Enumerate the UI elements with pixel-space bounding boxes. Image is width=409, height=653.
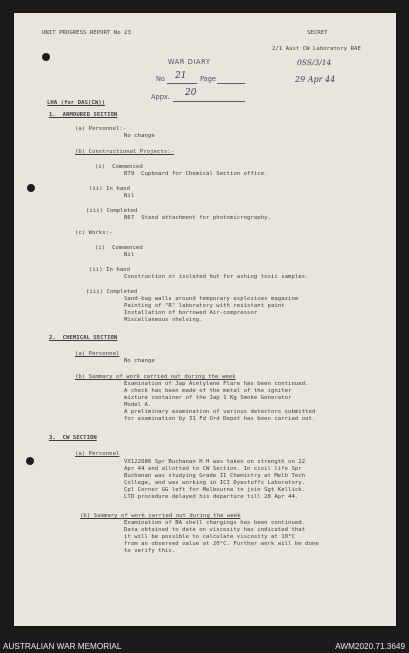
s2-a-label: (a) Personnel <box>75 351 120 357</box>
s2-b-line: mixture container of the Jap 1 Kg Smoke Generator <box>124 395 292 401</box>
stamp-appx-label: Appx. <box>151 93 170 101</box>
s3-a-line: College, and was working in ICI Dyestuffs Laboratory. <box>124 480 306 486</box>
s2-b-line: Model A. <box>124 402 152 408</box>
footer-accession-number: AWM2020.71.3649 <box>335 642 405 651</box>
addressee-heading: LHA (for DAS(CW)) <box>47 100 106 106</box>
footer-institution: AUSTRALIAN WAR MEMORIAL <box>3 642 122 651</box>
stamp-rule <box>167 83 197 84</box>
s1-c-i-text: Nil <box>124 252 135 258</box>
security-classification: SECRET <box>307 30 328 36</box>
stamp-appx-value: 20 <box>185 88 197 98</box>
s1-b-i: (i) Commenced <box>95 164 143 170</box>
s1-b-iii: (iii) Completed <box>86 208 138 214</box>
s2-b-line: for examination by 31 Fd Ord Depot has been carried out. <box>124 416 316 422</box>
s1-c-i: (i) Commenced <box>95 245 143 251</box>
s1-b-ii: (ii) In hand <box>89 186 131 192</box>
s3-b-label: (b) Summary of work carried out during the week <box>80 513 241 519</box>
s3-b-line: to verify this. <box>124 548 176 554</box>
s3-b-line: it will be possible to calculate viscosity at 10°C <box>124 534 295 540</box>
report-date: 29 Apr 44 <box>295 75 336 84</box>
s3-a-label: (a) Personnel <box>75 451 120 457</box>
s3-a-line: VX122086 Spr Buchanan H H was taken on strength on 22 <box>124 459 306 465</box>
section-2-title: 2. CHEMICAL SECTION <box>49 335 118 341</box>
s3-b-line: Examination of BA shell chargings has been continued. <box>124 520 306 526</box>
stamp-no-label: No <box>156 75 165 83</box>
s1-c-iii-line: Sand-bag walls around temporary explosives magazine <box>124 296 299 302</box>
unit-name: 2/1 Aust CW Laboratory RAE <box>272 46 361 52</box>
s3-b-line: Data obtained to date on viscosity has indicated that <box>124 527 306 533</box>
s1-b-i-text: B79 Cupboard for Chemical Section office. <box>124 171 268 177</box>
s2-a-text: No change <box>124 358 155 364</box>
s1-c-iii: (iii) Completed <box>86 289 138 295</box>
punch-hole <box>42 53 50 61</box>
s1-c-ii: (ii) In hand <box>89 267 131 273</box>
s3-a-line: LTD procedure delayed his departure till 28 Apr 44. <box>124 494 299 500</box>
s2-b-line: A preliminary examination of various detectors submitted <box>124 409 316 415</box>
stamp-title: WAR DIARY <box>168 58 211 66</box>
war-diary-stamp <box>151 52 249 110</box>
s1-a-label: (a) Personnel:- <box>75 126 127 132</box>
s2-b-line: A check has been made of the metal of the igniter <box>124 388 292 394</box>
punch-hole <box>27 184 35 192</box>
report-number: UNIT PROGRESS REPORT No 23 <box>42 30 131 36</box>
file-reference: 0SS/3/14 <box>297 58 332 67</box>
s1-c-ii-text: Construction or isolated hut for ashing toxic samples. <box>124 274 309 280</box>
s3-a-line: Apr 44 and allotted to CW Section. In civil life Spr <box>124 466 302 472</box>
s1-b-label: (b) Constructional Projects:- <box>75 149 175 155</box>
footer-bar <box>0 640 409 653</box>
s1-c-iii-line: Miscellaneous shelving. <box>124 317 203 323</box>
s1-c-iii-line: Installation of borrowed Air-compressor <box>124 310 258 316</box>
section-1-title: 1. ARMOURED SECTION <box>49 112 118 118</box>
s1-c-iii-line: Painting of "R" laboratory with resistant paint <box>124 303 285 309</box>
stamp-page-label: Page <box>200 75 216 83</box>
s1-c-label: (c) Works:- <box>75 230 113 236</box>
s1-b-iii-text: B67 Stand attachment for photomicrography. <box>124 215 271 221</box>
stamp-rule <box>173 101 245 102</box>
document-page <box>14 13 396 626</box>
s2-b-label: (b) Summary of work carried out during the week <box>75 374 236 380</box>
section-3-title: 3. CW SECTION <box>49 435 97 441</box>
punch-hole <box>26 457 34 465</box>
s3-a-line: Buchanan was studying Grade II Chemistry at Melb Tech <box>124 473 306 479</box>
s3-a-line: Cpl Corner GG left for Melbourne to join Sgt Kellick. <box>124 487 306 493</box>
stamp-rule <box>217 83 245 84</box>
s1-b-ii-text: Nil <box>124 193 135 199</box>
s1-a-text: No change <box>124 133 155 139</box>
s3-b-line: from an observed value at 20°C. Further work will be done <box>124 541 319 547</box>
stamp-no-value: 21 <box>175 71 187 81</box>
s2-b-line: Examination of Jap Acetylene Flare has been continued. <box>124 381 309 387</box>
